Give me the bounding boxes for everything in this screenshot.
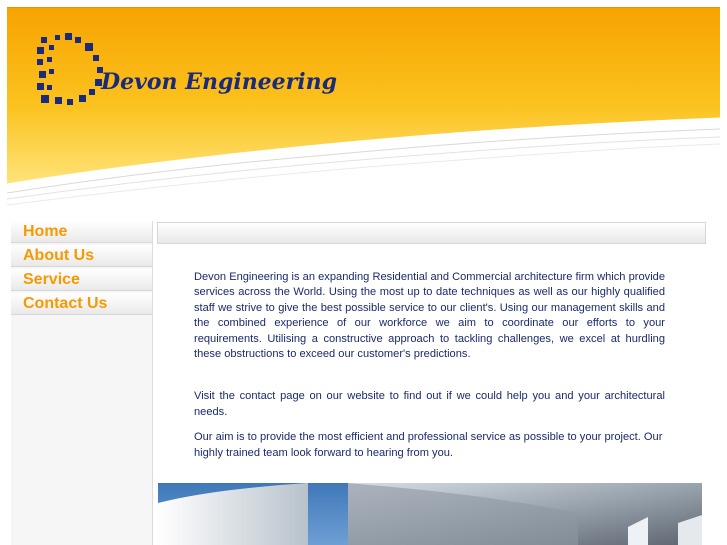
nav-item-about-us[interactable]: About Us — [11, 245, 152, 267]
devon-d-logo-icon — [35, 31, 105, 107]
aim-paragraph: Our aim is to provide the most efficient and professional service as possible to your project. Our highly trained team look forward to hearing from you. — [194, 431, 663, 459]
intro-paragraph: Devon Engineering is an expanding Residential and Commercial architecture firm which provide services across the World. Using the most up to date techniques as well as our highly qualified staff we strive to give the best possible service to our client's. Using our management skills and the combined experience of our workforce we aim to coordinate our efforts to your requirements. Utilising a constructive approach to tackling challenges, we excel at hurdling these obstructions to exceed our customer's predictions. — [194, 271, 665, 361]
header-banner — [7, 7, 720, 220]
nav-item-contact-us[interactable]: Contact Us — [11, 293, 152, 315]
site-brand-name: Devon Engineering — [101, 69, 338, 95]
sidebar-nav — [11, 221, 153, 545]
content-title-bar — [157, 222, 706, 244]
nav-item-service[interactable]: Service — [11, 269, 152, 291]
main-content — [194, 270, 665, 461]
architecture-photo — [158, 483, 702, 545]
contact-paragraph: Visit the contact page on our website to find out if we could help you and your architectural needs. — [194, 390, 665, 418]
building-image — [158, 483, 702, 545]
nav-item-home[interactable]: Home — [11, 221, 152, 243]
site-header — [7, 7, 720, 220]
